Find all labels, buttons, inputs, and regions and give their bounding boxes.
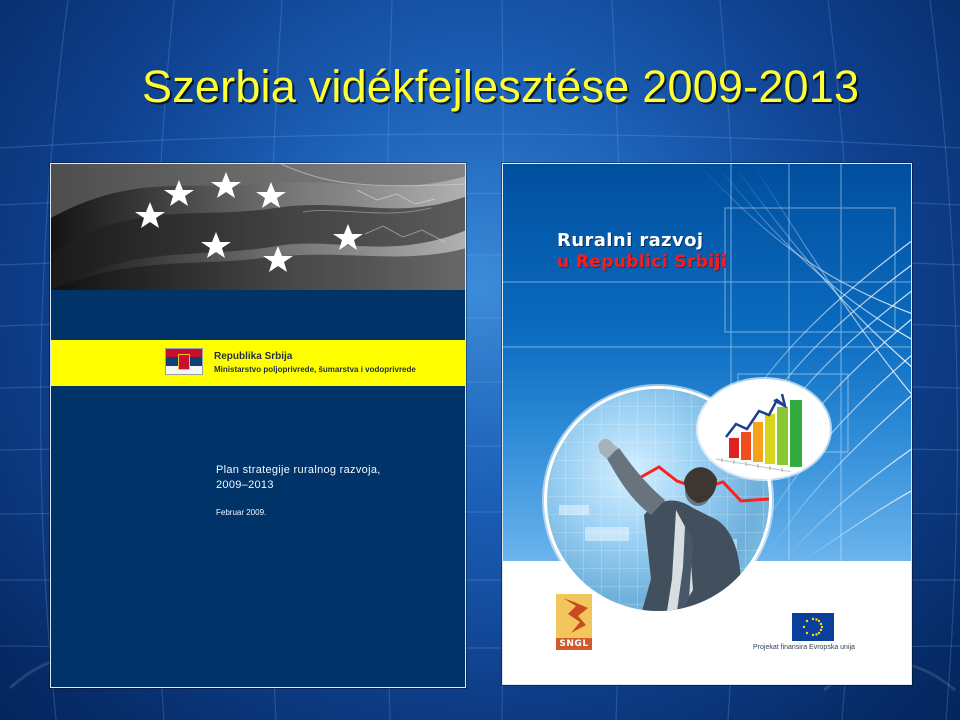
serbia-flag-icon (165, 348, 203, 375)
plan-title-line-1: Plan strategije ruralnog razvoja, (216, 464, 381, 476)
ministry-subtitle: Ministarstvo poljoprivrede, šumarstva i vodoprivrede (214, 365, 416, 374)
plan-title-line-2: 2009–2013 (216, 479, 274, 491)
cover-subtitle: u Republici Srbiji (557, 252, 728, 272)
eu-flag-icon (792, 613, 834, 641)
cover-title: Ruralni razvoj (557, 230, 704, 251)
rural-strategy-cover (50, 163, 466, 688)
sngl-logo-text: SNGL (556, 638, 592, 650)
plan-date: Februar 2009. (216, 508, 267, 517)
funding-note: Projekat finansira Evropska unija (753, 644, 855, 651)
ministry-band (51, 340, 466, 386)
eu-flag-photo (51, 164, 466, 290)
slide-title: Szerbia vidékfejlesztése 2009-2013 (142, 61, 860, 112)
ministry-title: Republika Srbija (214, 351, 293, 362)
rural-development-cover (502, 163, 912, 685)
growth-chart-icon (701, 382, 827, 476)
